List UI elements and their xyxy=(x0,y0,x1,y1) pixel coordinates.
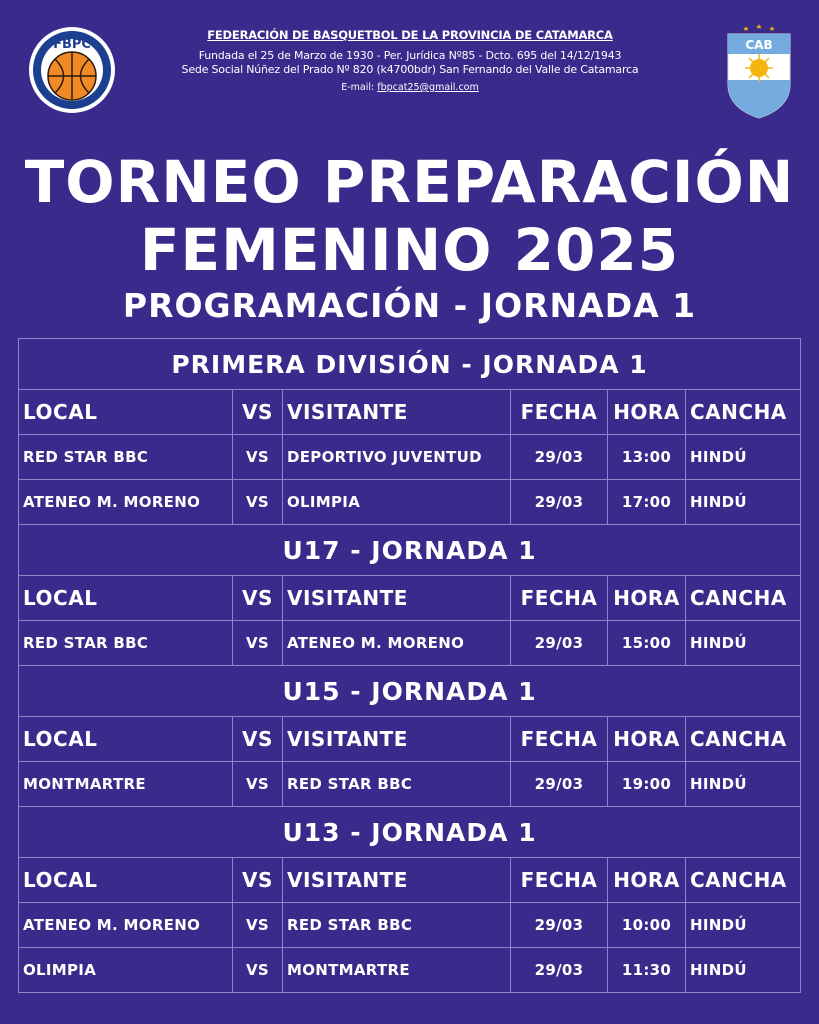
match-row xyxy=(19,903,801,948)
column-header-vs: VS xyxy=(233,717,283,762)
match-visitante: MONTMARTRE xyxy=(283,948,511,993)
subtitle: PROGRAMACIÓN - JORNADA 1 xyxy=(122,286,697,325)
match-vs: VS xyxy=(233,435,283,480)
match-cancha: HINDÚ xyxy=(686,621,801,666)
match-vs: VS xyxy=(233,762,283,807)
fbpc-logo-text: FBPC xyxy=(53,37,91,52)
schedule-table xyxy=(18,338,801,993)
match-row xyxy=(19,621,801,666)
match-local: ATENEO M. MORENO xyxy=(19,480,233,525)
column-header-fecha: FECHA xyxy=(511,858,608,903)
match-hora: 19:00 xyxy=(608,762,686,807)
title-line-1: TORNEO PREPARACIÓN xyxy=(24,148,795,216)
match-row xyxy=(19,762,801,807)
column-header-row xyxy=(19,858,801,903)
match-local: RED STAR BBC xyxy=(19,621,233,666)
federation-address: Sede Social Núñez del Prado Nº 820 (k4700bdr) San Fernando del Valle de Catamarca xyxy=(181,63,639,76)
column-header-vs: VS xyxy=(233,858,283,903)
match-fecha: 29/03 xyxy=(511,621,608,666)
column-header-local: LOCAL xyxy=(19,576,233,621)
match-fecha: 29/03 xyxy=(511,948,608,993)
division-title: U13 - JORNADA 1 xyxy=(19,807,801,858)
column-header-local: LOCAL xyxy=(19,390,233,435)
column-header-vs: VS xyxy=(233,390,283,435)
match-row xyxy=(19,435,801,480)
column-header-visitante: VISITANTE xyxy=(283,717,511,762)
match-visitante: RED STAR BBC xyxy=(283,762,511,807)
federation-name: FEDERACIÓN DE BASQUETBOL DE LA PROVINCIA DE CATAMARCA xyxy=(207,28,613,42)
match-visitante: ATENEO M. MORENO xyxy=(283,621,511,666)
cab-logo-text: CAB xyxy=(745,38,773,52)
column-header-vs: VS xyxy=(233,576,283,621)
column-header-hora: HORA xyxy=(608,576,686,621)
match-row xyxy=(19,480,801,525)
match-cancha: HINDÚ xyxy=(686,762,801,807)
match-row xyxy=(19,948,801,993)
email-label: E-mail: xyxy=(341,82,375,93)
header xyxy=(0,0,819,130)
match-vs: VS xyxy=(233,903,283,948)
column-header-cancha: CANCHA xyxy=(686,717,801,762)
match-cancha: HINDÚ xyxy=(686,480,801,525)
division-title: U17 - JORNADA 1 xyxy=(19,525,801,576)
column-header-hora: HORA xyxy=(608,858,686,903)
match-vs: VS xyxy=(233,480,283,525)
match-cancha: HINDÚ xyxy=(686,948,801,993)
match-hora: 10:00 xyxy=(608,903,686,948)
match-visitante: RED STAR BBC xyxy=(283,903,511,948)
match-vs: VS xyxy=(233,948,283,993)
division-title: PRIMERA DIVISIÓN - JORNADA 1 xyxy=(19,339,801,390)
match-local: ATENEO M. MORENO xyxy=(19,903,233,948)
division-title: U15 - JORNADA 1 xyxy=(19,666,801,717)
title-line-2: FEMENINO 2025 xyxy=(139,216,680,284)
column-header-hora: HORA xyxy=(608,717,686,762)
federation-info xyxy=(150,28,670,93)
division-header-row xyxy=(19,525,801,576)
match-visitante: OLIMPIA xyxy=(283,480,511,525)
column-header-local: LOCAL xyxy=(19,858,233,903)
fbpc-logo xyxy=(28,26,116,114)
column-header-cancha: CANCHA xyxy=(686,576,801,621)
cab-logo xyxy=(724,22,794,120)
column-header-cancha: CANCHA xyxy=(686,858,801,903)
match-cancha: HINDÚ xyxy=(686,435,801,480)
column-header-visitante: VISITANTE xyxy=(283,858,511,903)
match-fecha: 29/03 xyxy=(511,762,608,807)
match-visitante: DEPORTIVO JUVENTUD xyxy=(283,435,511,480)
match-hora: 13:00 xyxy=(608,435,686,480)
match-local: MONTMARTRE xyxy=(19,762,233,807)
column-header-hora: HORA xyxy=(608,390,686,435)
division-header-row xyxy=(19,666,801,717)
match-hora: 15:00 xyxy=(608,621,686,666)
match-fecha: 29/03 xyxy=(511,903,608,948)
column-header-fecha: FECHA xyxy=(511,390,608,435)
column-header-visitante: VISITANTE xyxy=(283,576,511,621)
column-header-fecha: FECHA xyxy=(511,576,608,621)
federation-email-line xyxy=(150,82,670,93)
column-header-fecha: FECHA xyxy=(511,717,608,762)
division-header-row xyxy=(19,807,801,858)
column-header-row xyxy=(19,390,801,435)
match-local: RED STAR BBC xyxy=(19,435,233,480)
match-fecha: 29/03 xyxy=(511,480,608,525)
match-hora: 17:00 xyxy=(608,480,686,525)
match-hora: 11:30 xyxy=(608,948,686,993)
match-cancha: HINDÚ xyxy=(686,903,801,948)
column-header-row xyxy=(19,717,801,762)
match-vs: VS xyxy=(233,621,283,666)
division-header-row xyxy=(19,339,801,390)
column-header-cancha: CANCHA xyxy=(686,390,801,435)
email-link[interactable]: fbpcat25@gmail.com xyxy=(377,82,479,93)
federation-founding: Fundada el 25 de Marzo de 1930 - Per. Jurídica Nº85 - Dcto. 695 del 14/12/1943 xyxy=(198,49,622,62)
match-fecha: 29/03 xyxy=(511,435,608,480)
match-local: OLIMPIA xyxy=(19,948,233,993)
column-header-row xyxy=(19,576,801,621)
column-header-visitante: VISITANTE xyxy=(283,390,511,435)
column-header-local: LOCAL xyxy=(19,717,233,762)
